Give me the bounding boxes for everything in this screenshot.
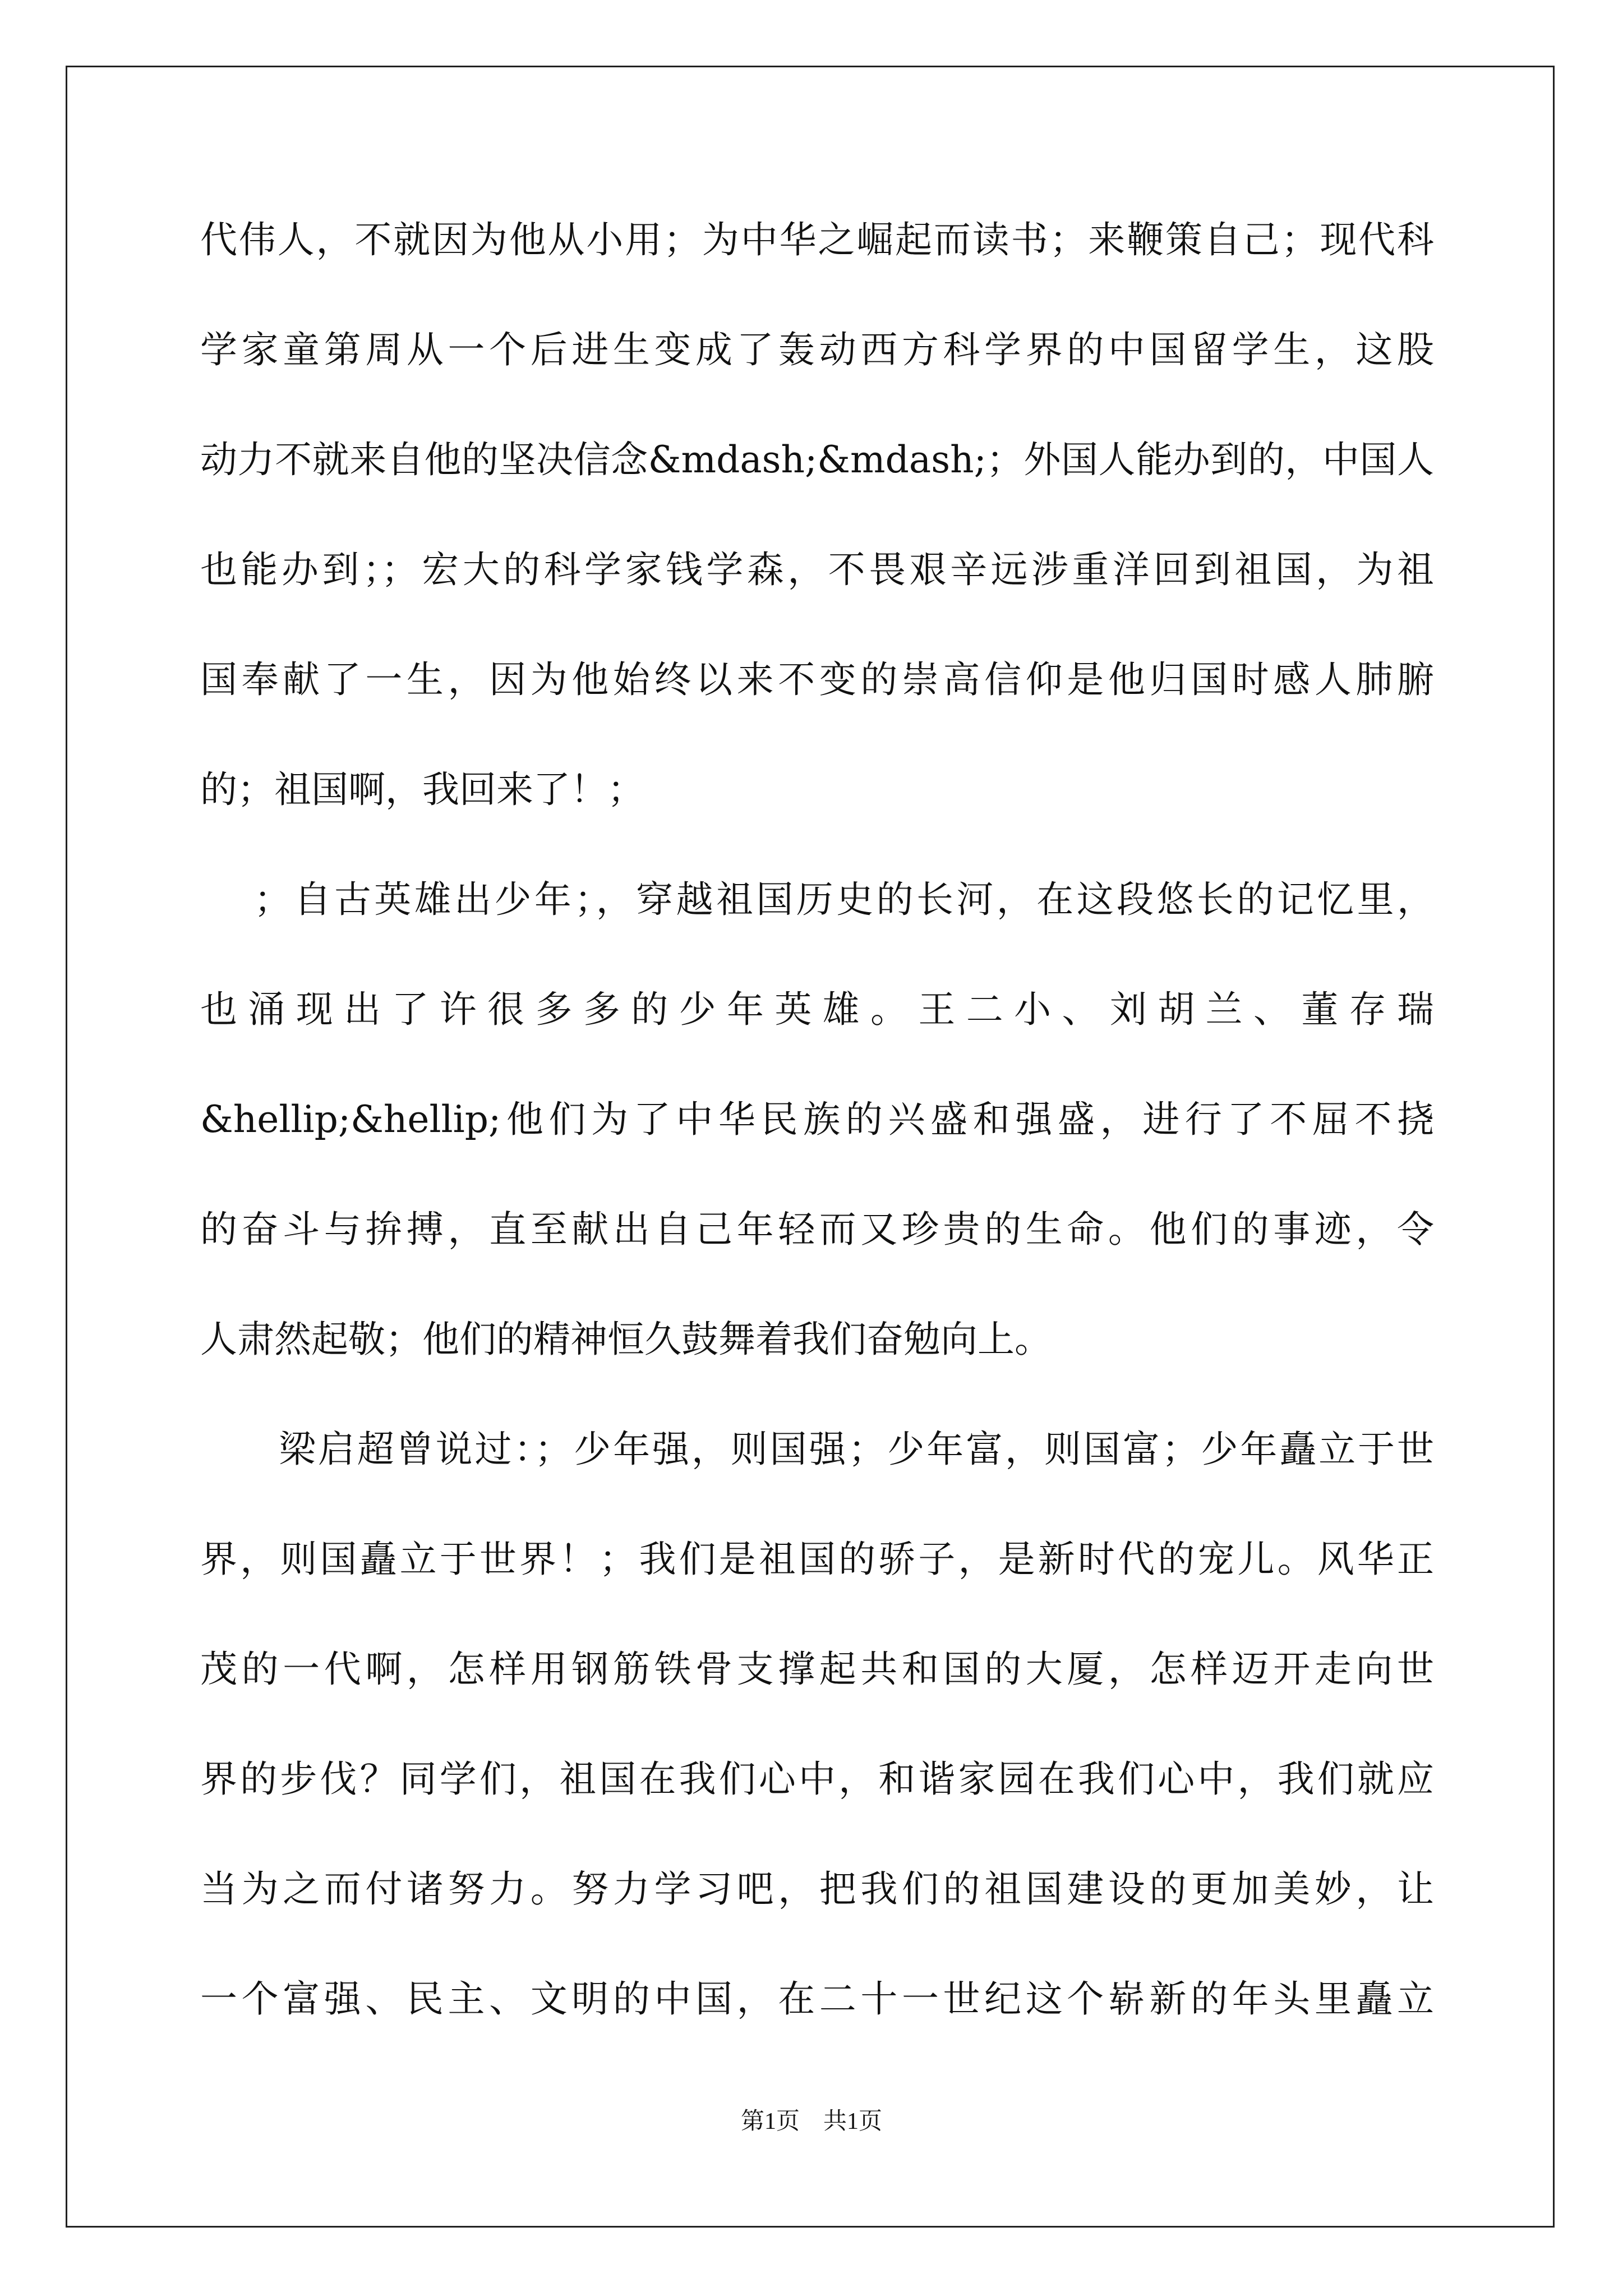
paragraph-line: 动力不就来自他的坚决信念&mdash;&mdash;；外国人能办到的，中国人 [200, 438, 1434, 481]
paragraph-line: 国奉献了一生，因为他始终以来不变的崇高信仰是他归国时感人肺腑 [200, 658, 1434, 701]
paragraph-line: 也涌现出了许很多多的少年英雄。王二小、刘胡兰、董存瑞 [200, 988, 1434, 1031]
paragraph-line: 也能办到；；宏大的科学家钱学森，不畏艰辛远涉重洋回到祖国，为祖 [200, 548, 1434, 591]
paragraph-line: 当为之而付诸努力。努力学习吧，把我们的祖国建设的更加美妙，让 [200, 1867, 1434, 1911]
paragraph-line: 代伟人，不就因为他从小用；为中华之崛起而读书；来鞭策自己；现代科 [200, 218, 1434, 261]
document-body [200, 201, 1434, 2070]
paragraph-line: 茂的一代啊，怎样用钢筋铁骨支撑起共和国的大厦，怎样迈开走向世 [200, 1648, 1434, 1691]
paragraph-line: 界的步伐？同学们，祖国在我们心中，和谐家园在我们心中，我们就应 [200, 1757, 1434, 1801]
paragraph-line: 的奋斗与拚搏，直至献出自己年轻而又珍贵的生命。他们的事迹，令 [200, 1208, 1434, 1251]
paragraph-line: 一个富强、民主、文明的中国，在二十一世纪这个崭新的年头里矗立 [200, 1977, 1434, 2021]
paragraph-line: 的；祖国啊，我回来了！； [200, 768, 644, 811]
page-footer: 第1页 共1页 [740, 2109, 882, 2134]
paragraph-line: 学家童第周从一个后进生变成了轰动西方科学界的中国留学生，这股 [200, 328, 1434, 371]
paragraph-line: 界，则国矗立于世界！；我们是祖国的骄子，是新时代的宠儿。风华正 [200, 1538, 1434, 1581]
paragraph-line: &hellip;&hellip;他们为了中华民族的兴盛和强盛，进行了不屈不挠 [200, 1098, 1434, 1141]
paragraph-line: ；自古英雄出少年；，穿越祖国历史的长河，在这段悠长的记忆里， [254, 878, 1434, 921]
paragraph-line: 人肃然起敬；他们的精神恒久鼓舞着我们奋勉向上。 [200, 1318, 1052, 1361]
paragraph-line: 梁启超曾说过：；少年强，则国强；少年富，则国富；少年矗立于世 [279, 1428, 1434, 1471]
